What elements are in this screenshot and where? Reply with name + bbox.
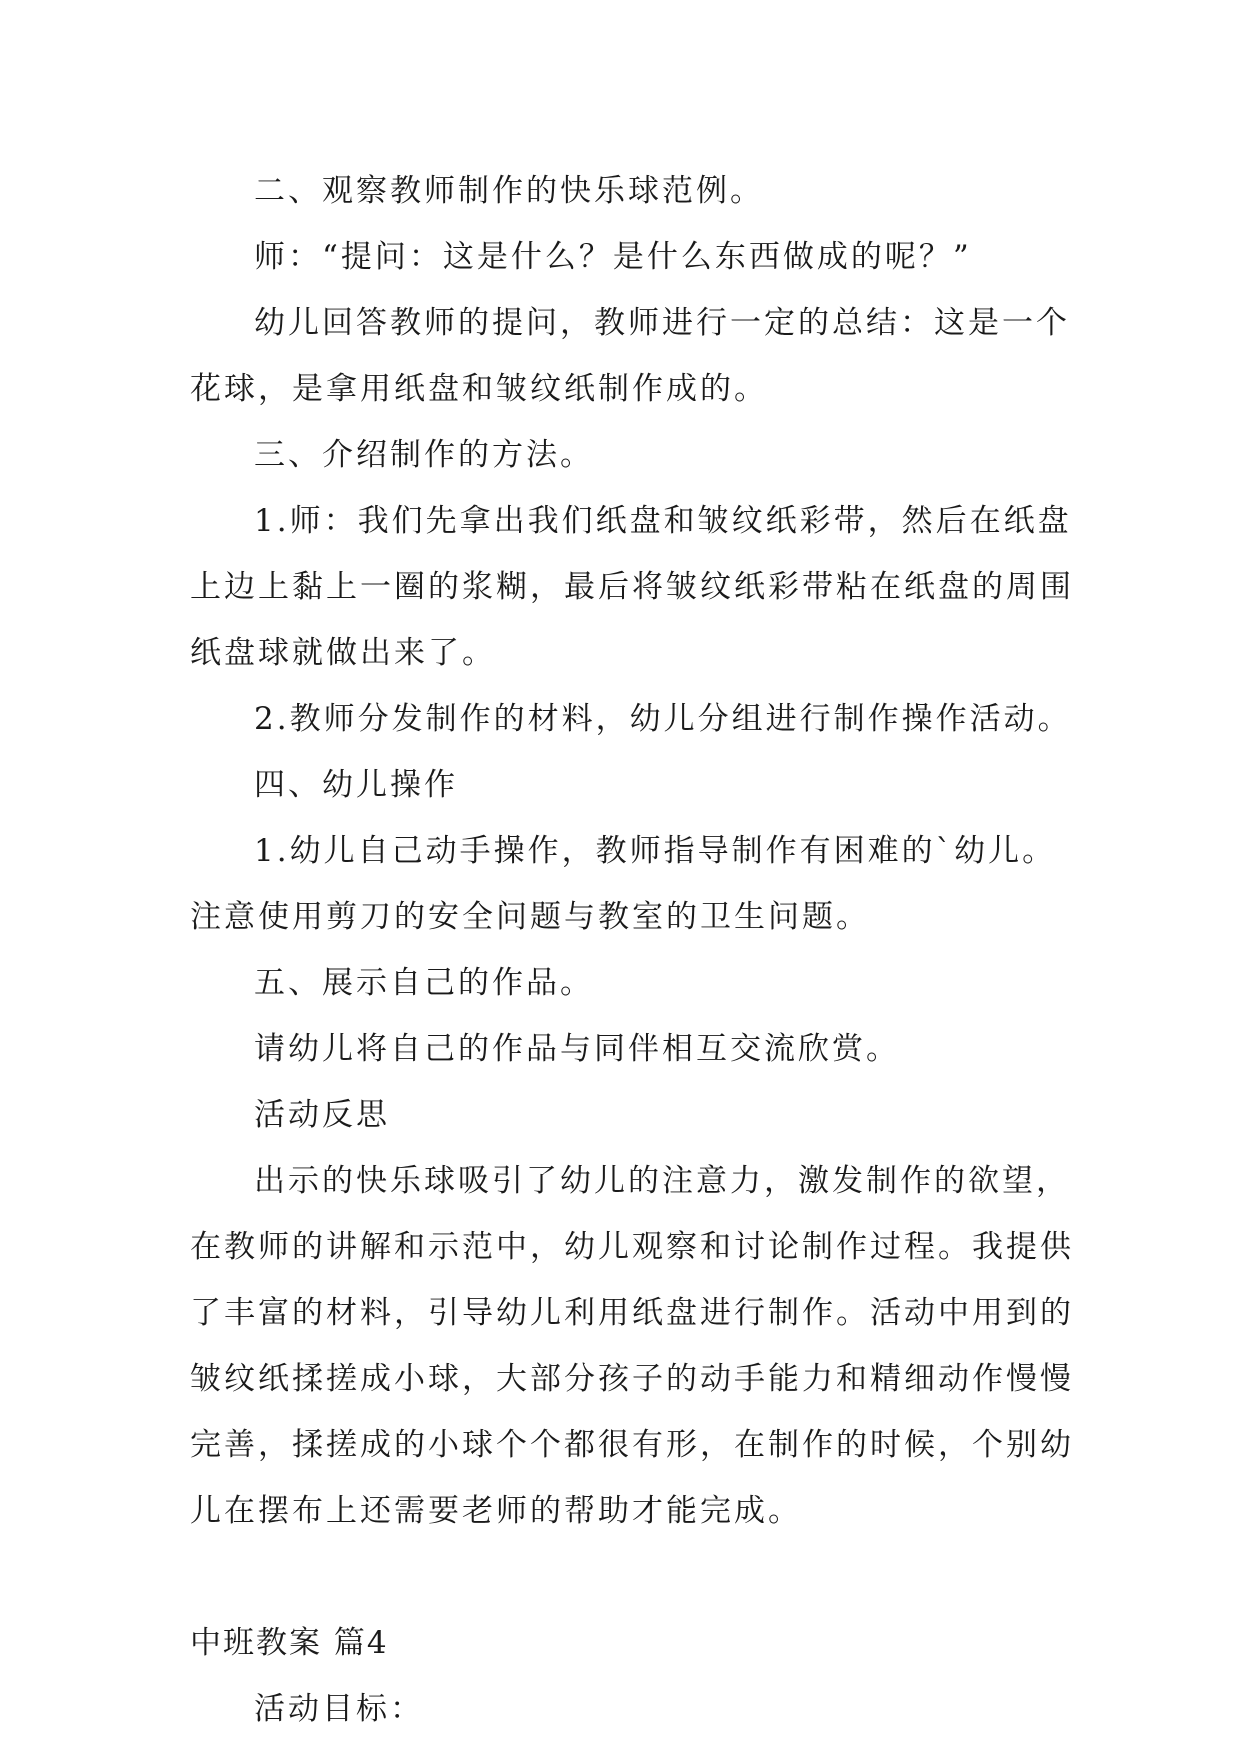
heading-children-operate: 四、幼儿操作 [254,767,458,803]
heading-activity-goals: 活动目标： [254,1691,424,1727]
paragraph-method-step1: 1.师：我们先拿出我们纸盘和皱纹纸彩带，然后在纸盘 [254,503,1072,539]
paragraph-reflection-cont5: 儿在摆布上还需要老师的帮助才能完成。 [190,1493,802,1529]
paragraph-method-step2: 2.教师分发制作的材料，幼儿分组进行制作操作活动。 [254,701,1072,737]
paragraph-reflection-cont2: 了丰富的材料，引导幼儿利用纸盘进行制作。活动中用到的 [190,1295,1074,1331]
paragraph-reflection-cont3: 皱纹纸揉搓成小球，大部分孩子的动手能力和精细动作慢慢 [190,1361,1074,1397]
heading-observe-example: 二、观察教师制作的快乐球范例。 [254,173,764,209]
paragraph-reflection-cont1: 在教师的讲解和示范中，幼儿观察和讨论制作过程。我提供 [190,1229,1074,1265]
heading-reflection: 活动反思 [254,1097,390,1133]
paragraph-reflection-cont4: 完善，揉搓成的小球个个都很有形，在制作的时候，个别幼 [190,1427,1074,1463]
paragraph-reflection: 出示的快乐球吸引了幼儿的注意力，激发制作的欲望， [254,1163,1070,1199]
paragraph-teacher-question: 师：“提问：这是什么？是什么东西做成的呢？” [254,239,972,275]
paragraph-operate-step1-cont: 注意使用剪刀的安全问题与教室的卫生问题。 [190,899,870,935]
heading-method: 三、介绍制作的方法。 [254,437,594,473]
section-title: 中班教案 篇4 [190,1625,389,1661]
paragraph-children-answer: 幼儿回答教师的提问，教师进行一定的总结：这是一个 [254,305,1070,341]
paragraph-method-step1-cont2: 纸盘球就做出来了。 [190,635,496,671]
paragraph-operate-step1: 1.幼儿自己动手操作，教师指导制作有困难的`幼儿。 [254,833,1057,869]
paragraph-share-works: 请幼儿将自己的作品与同伴相互交流欣赏。 [254,1031,900,1067]
document-body [190,158,1074,1742]
heading-show-works: 五、展示自己的作品。 [254,965,594,1001]
blank-line [190,1544,1070,1610]
paragraph-method-step1-cont: 上边上黏上一圈的浆糊，最后将皱纹纸彩带粘在纸盘的周围 [190,569,1074,605]
paragraph-children-answer-cont: 花球，是拿用纸盘和皱纹纸制作成的。 [190,371,768,407]
